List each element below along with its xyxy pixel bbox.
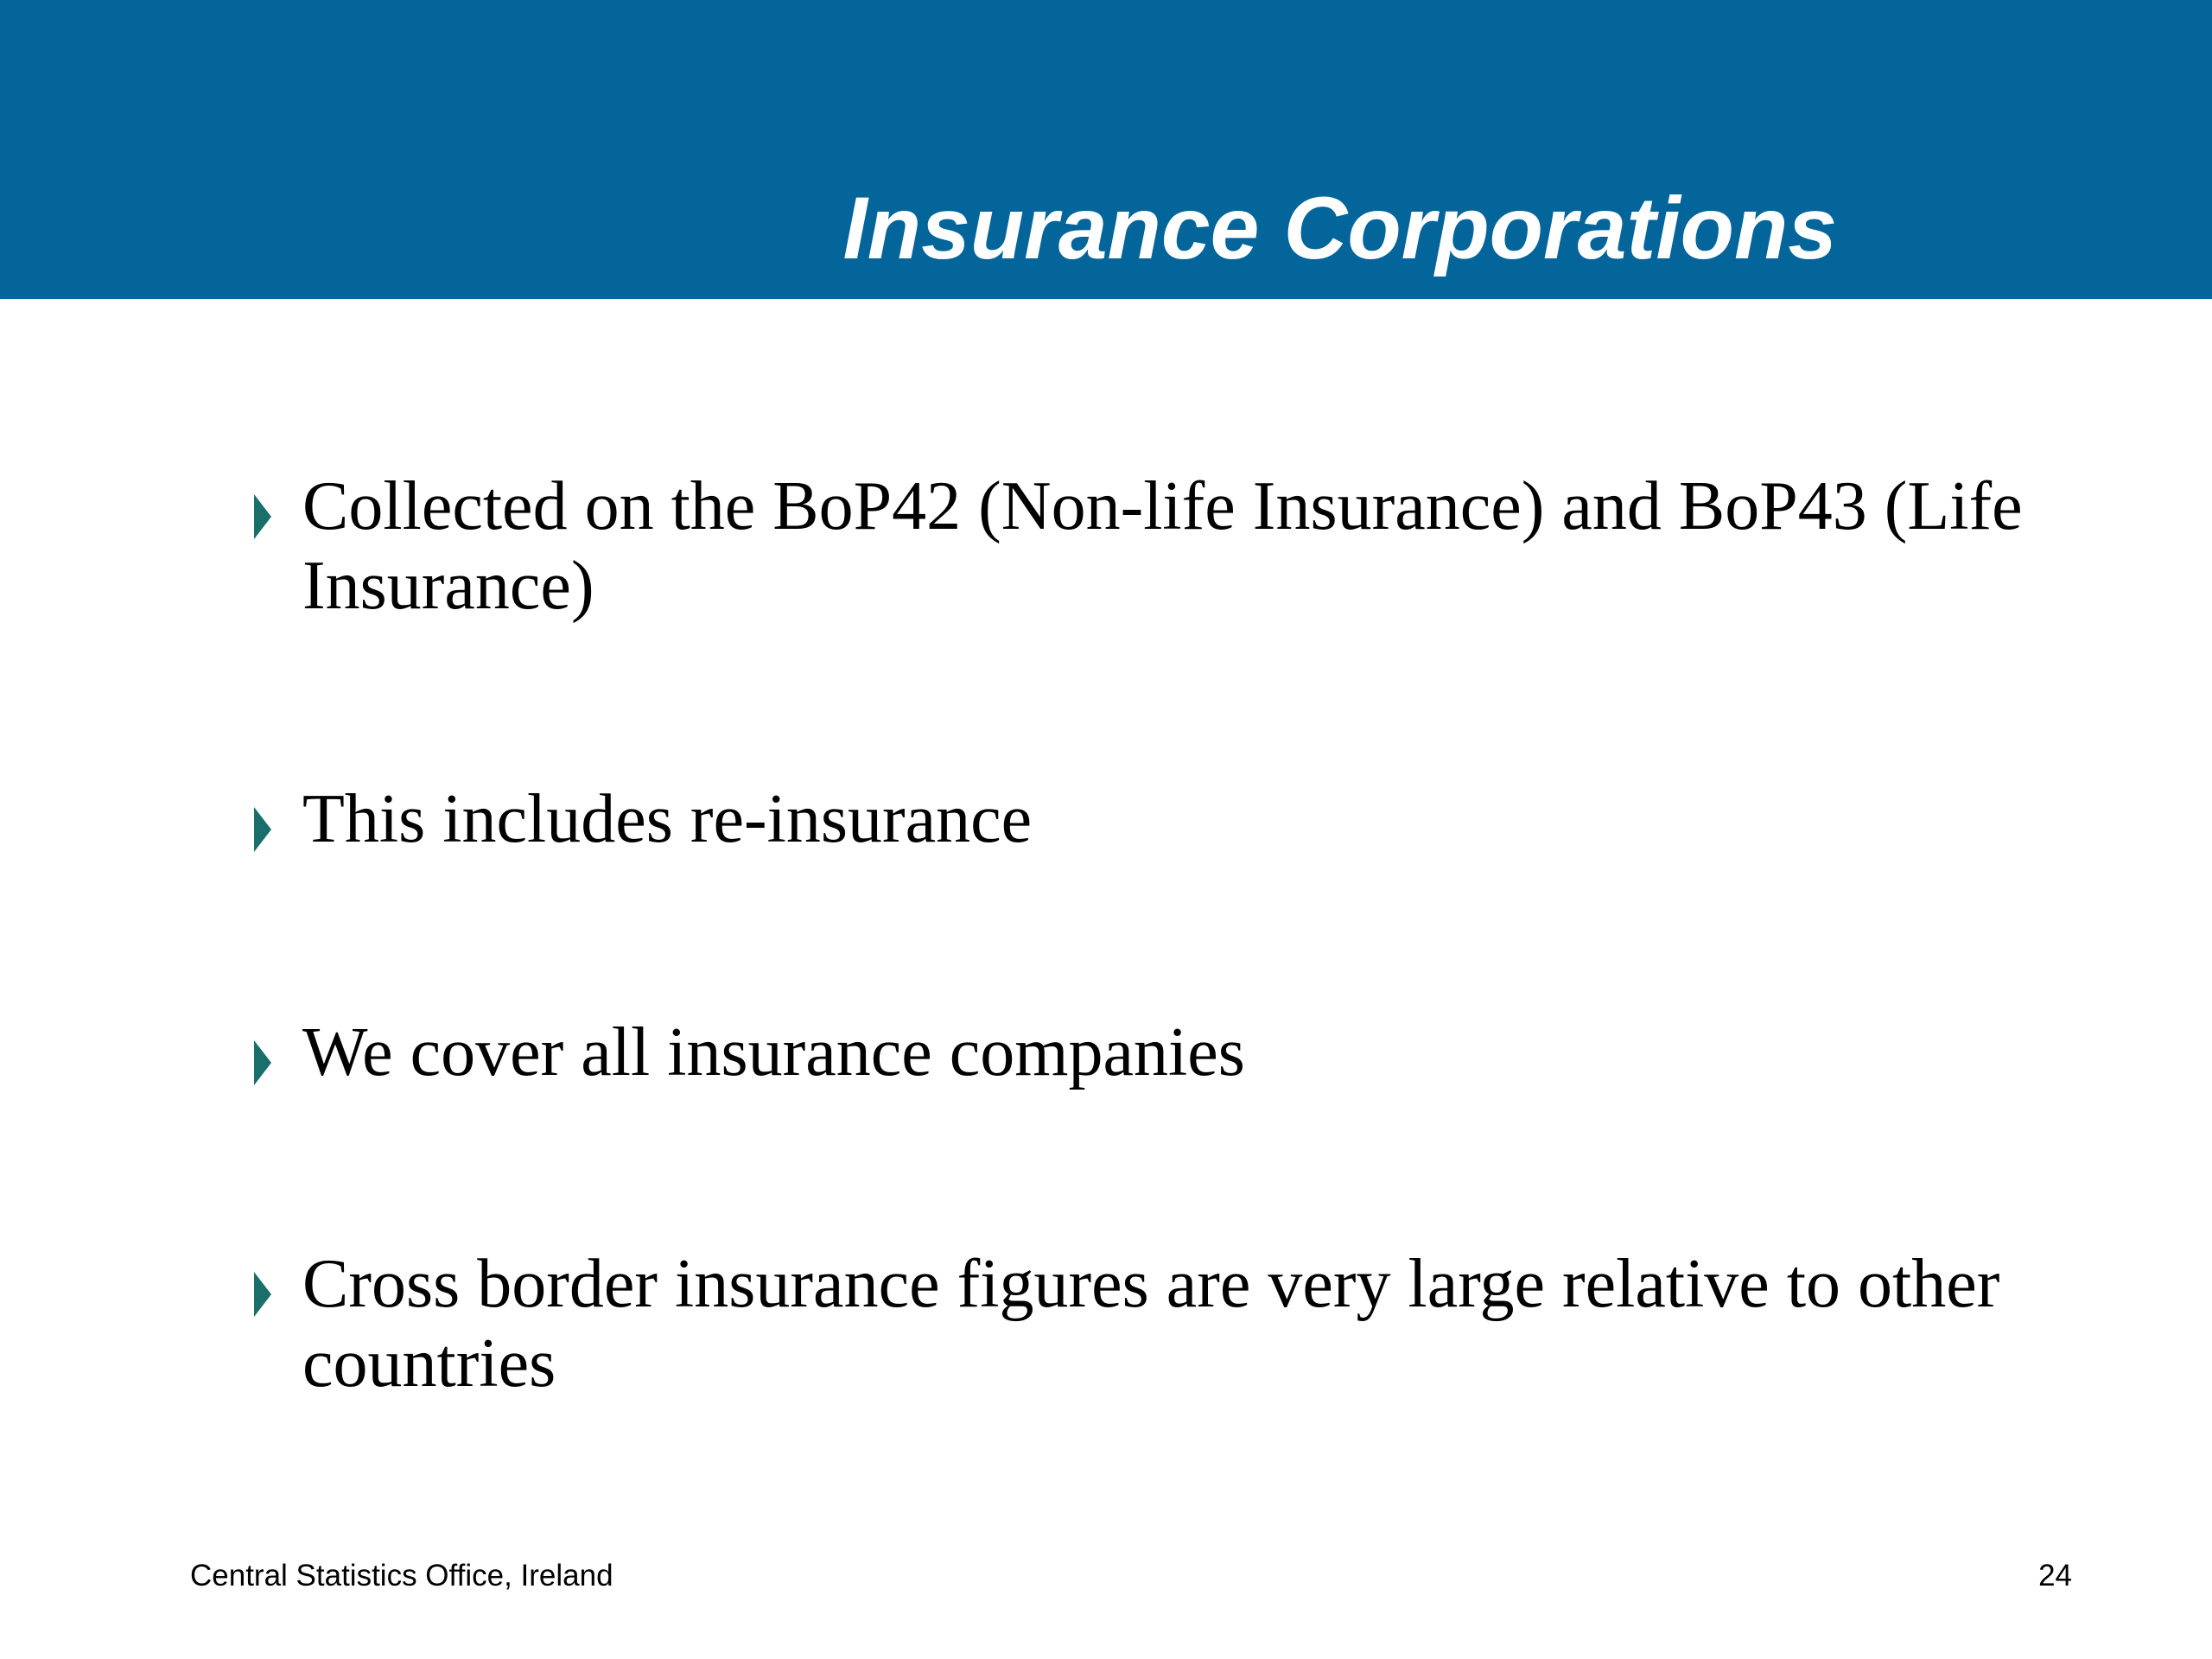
triangle-right-icon	[252, 1039, 273, 1087]
triangle-right-icon	[252, 1270, 273, 1319]
bullet-text: This includes re-insurance	[302, 781, 1033, 857]
triangle-right-icon	[252, 493, 273, 541]
slide-title: Insurance Corporations	[842, 179, 1837, 277]
page-number: 24	[2038, 1559, 2072, 1592]
title-bar	[0, 0, 2212, 299]
bullet-text: We cover all insurance companies	[302, 1014, 1245, 1090]
triangle-right-icon	[252, 805, 273, 854]
bullet-text: Cross border insurance figures are very large relative to other countries	[302, 1246, 2000, 1402]
footer-organization: Central Statistics Office, Ireland	[190, 1559, 613, 1592]
bullet-text: Collected on the BoP42 (Non-life Insurance) and BoP43 (Life Insurance)	[302, 468, 2023, 624]
